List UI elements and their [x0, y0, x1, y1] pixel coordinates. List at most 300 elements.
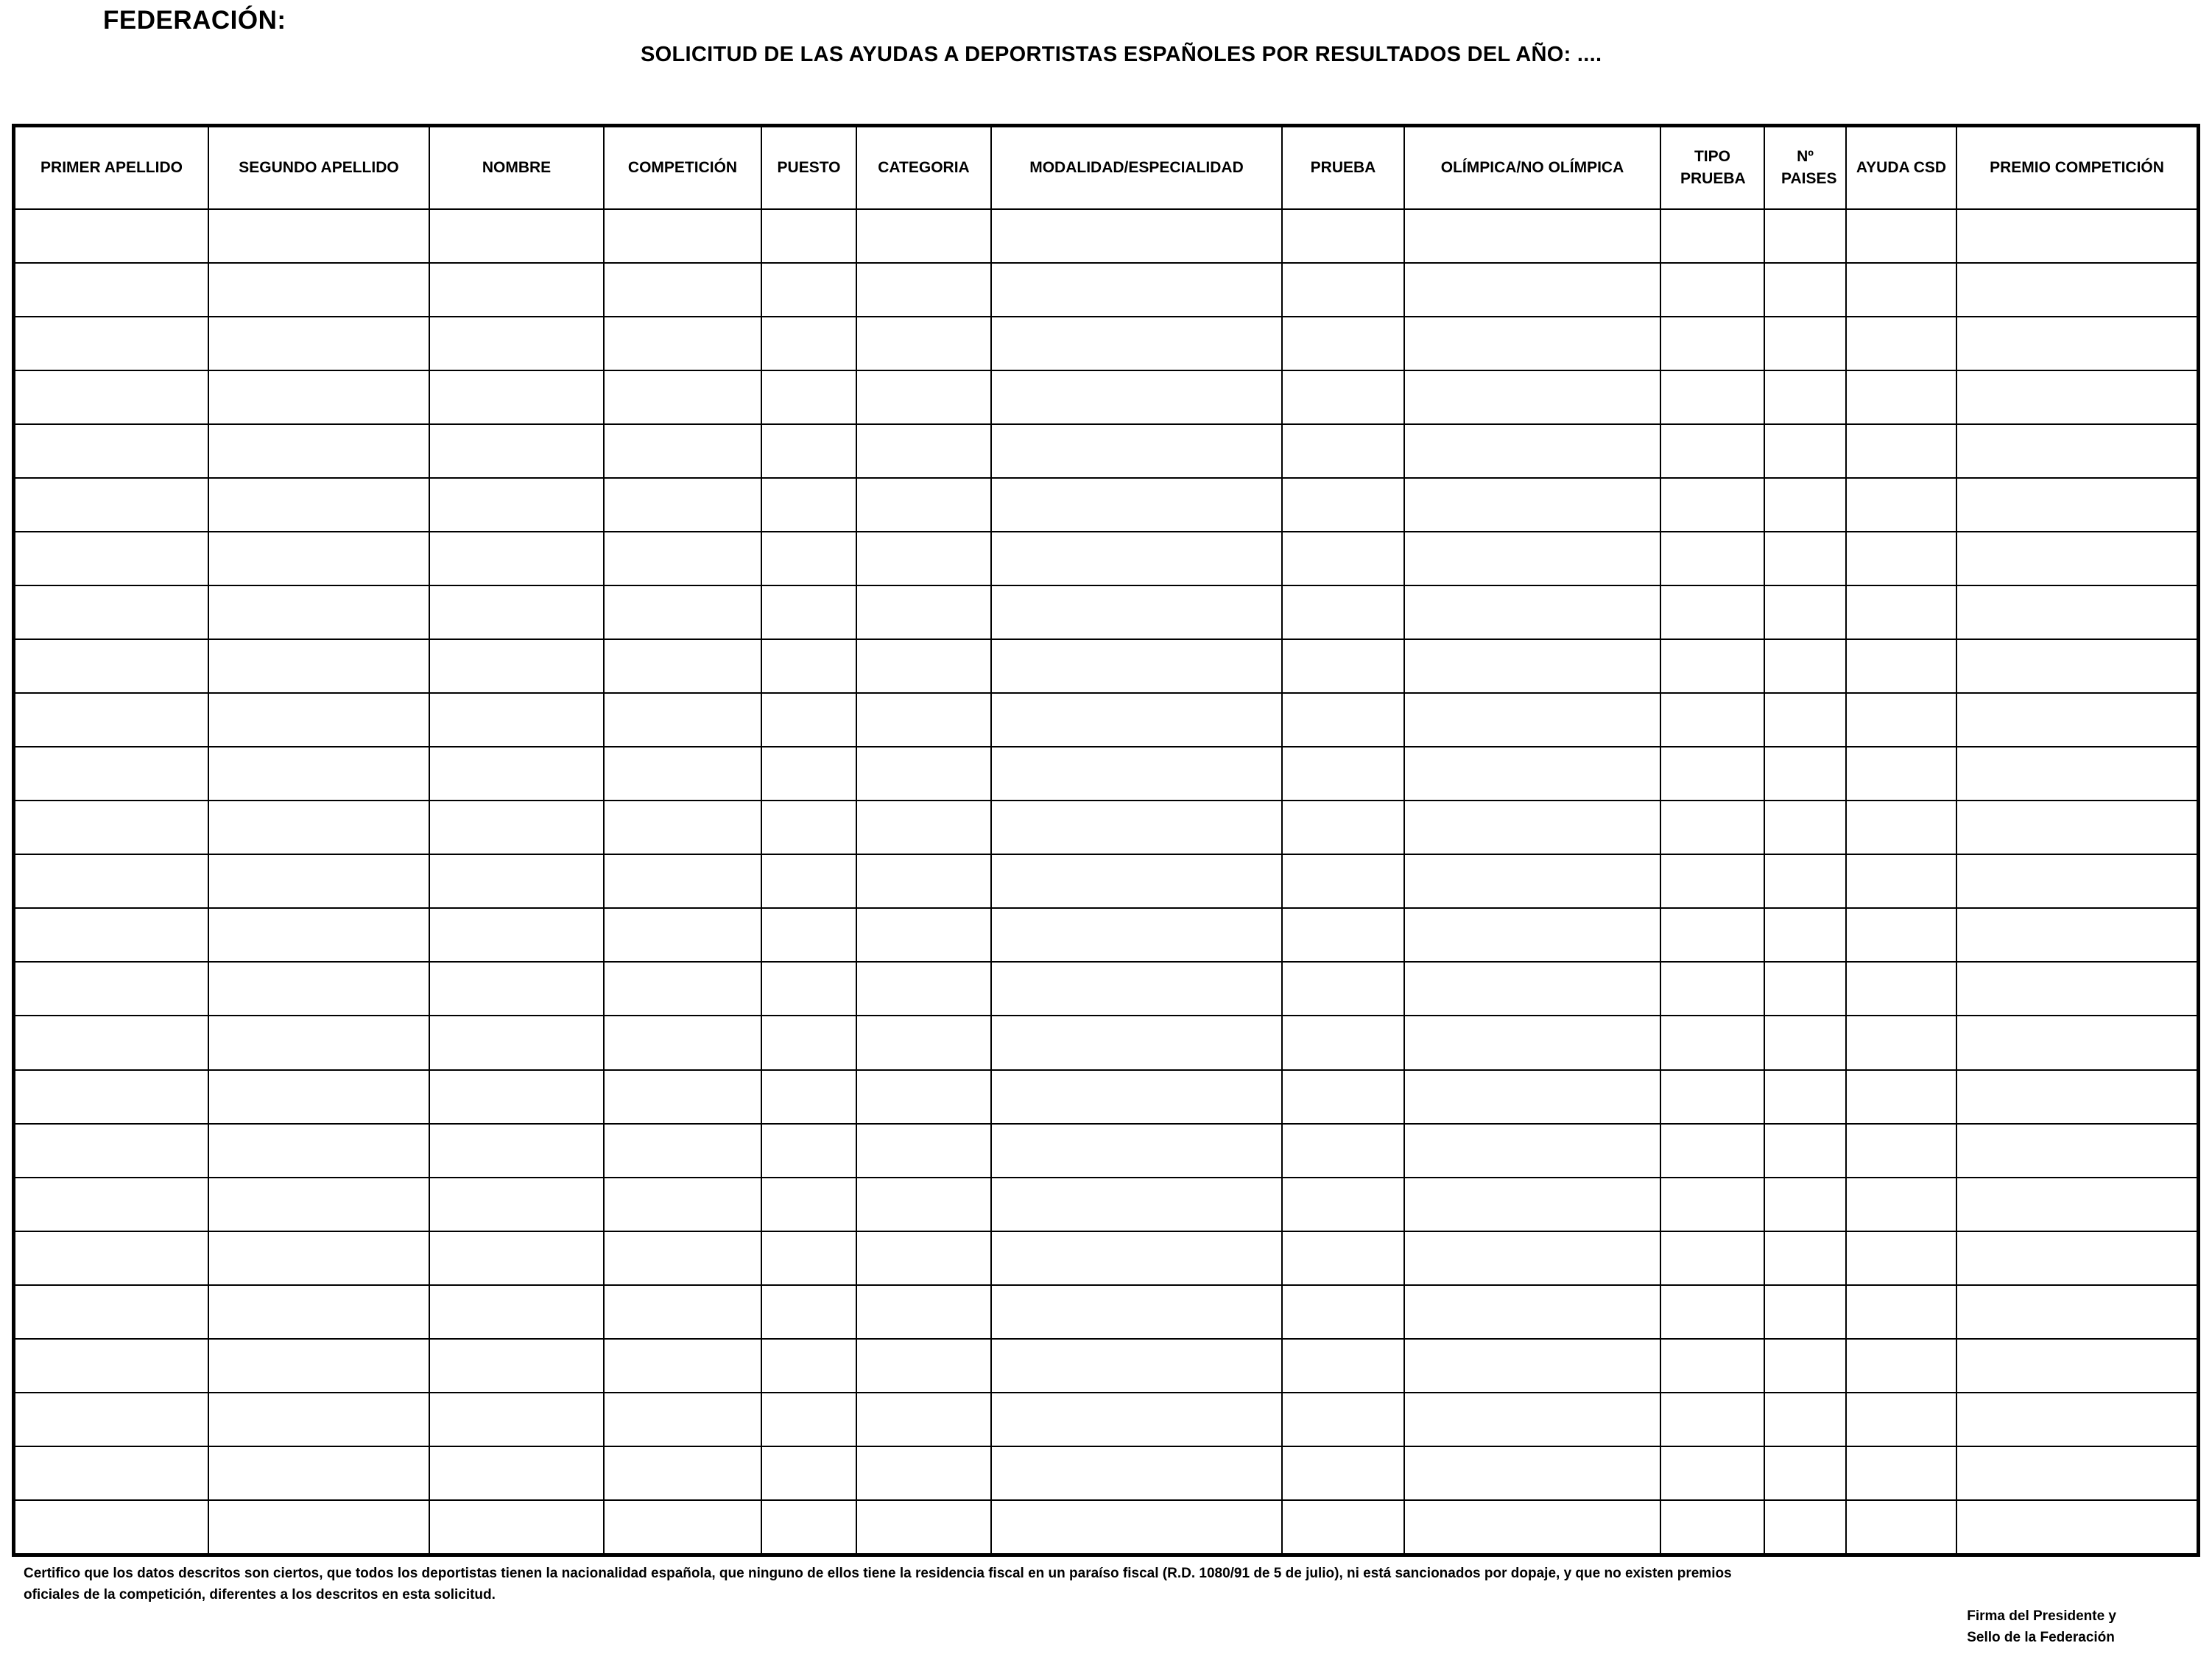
table-cell[interactable]	[1764, 1124, 1846, 1178]
table-cell[interactable]	[761, 639, 856, 693]
table-cell[interactable]	[1846, 1500, 1956, 1553]
table-cell[interactable]	[1764, 317, 1846, 370]
table-cell[interactable]	[208, 317, 429, 370]
table-cell[interactable]	[1956, 1070, 2197, 1124]
table-cell[interactable]	[991, 370, 1282, 424]
table-cell[interactable]	[208, 209, 429, 263]
table-cell[interactable]	[761, 209, 856, 263]
table-cell[interactable]	[429, 1500, 604, 1553]
table-cell[interactable]	[1660, 747, 1764, 801]
table-cell[interactable]	[1404, 1446, 1660, 1500]
table-cell[interactable]	[429, 1393, 604, 1446]
table-cell[interactable]	[1660, 1231, 1764, 1285]
table-cell[interactable]	[208, 585, 429, 639]
table-cell[interactable]	[856, 209, 991, 263]
table-cell[interactable]	[604, 370, 761, 424]
table-cell[interactable]	[1956, 639, 2197, 693]
table-cell[interactable]	[15, 908, 208, 962]
table-cell[interactable]	[429, 424, 604, 478]
table-cell[interactable]	[208, 747, 429, 801]
table-cell[interactable]	[1660, 1124, 1764, 1178]
table-cell[interactable]	[15, 424, 208, 478]
table-cell[interactable]	[856, 263, 991, 317]
table-cell[interactable]	[1846, 1016, 1956, 1069]
table-cell[interactable]	[1846, 1070, 1956, 1124]
table-cell[interactable]	[604, 1070, 761, 1124]
table-cell[interactable]	[991, 801, 1282, 854]
table-cell[interactable]	[15, 1070, 208, 1124]
table-cell[interactable]	[856, 1446, 991, 1500]
table-cell[interactable]	[208, 1393, 429, 1446]
table-cell[interactable]	[604, 1016, 761, 1069]
table-cell[interactable]	[1404, 585, 1660, 639]
table-cell[interactable]	[991, 585, 1282, 639]
table-cell[interactable]	[15, 263, 208, 317]
table-cell[interactable]	[1660, 1070, 1764, 1124]
table-cell[interactable]	[1846, 854, 1956, 908]
table-cell[interactable]	[1764, 1285, 1846, 1339]
table-cell[interactable]	[991, 1285, 1282, 1339]
table-cell[interactable]	[429, 1070, 604, 1124]
table-cell[interactable]	[991, 317, 1282, 370]
table-cell[interactable]	[1282, 1446, 1404, 1500]
table-cell[interactable]	[1956, 478, 2197, 532]
table-cell[interactable]	[1282, 1285, 1404, 1339]
table-cell[interactable]	[1404, 854, 1660, 908]
table-cell[interactable]	[1404, 1393, 1660, 1446]
table-cell[interactable]	[604, 1500, 761, 1553]
table-cell[interactable]	[991, 532, 1282, 585]
table-cell[interactable]	[429, 478, 604, 532]
table-cell[interactable]	[1282, 1016, 1404, 1069]
table-cell[interactable]	[429, 263, 604, 317]
table-cell[interactable]	[1404, 424, 1660, 478]
table-cell[interactable]	[1764, 962, 1846, 1016]
table-cell[interactable]	[991, 478, 1282, 532]
table-cell[interactable]	[1956, 1016, 2197, 1069]
table-cell[interactable]	[1956, 317, 2197, 370]
table-cell[interactable]	[991, 693, 1282, 747]
table-cell[interactable]	[761, 1070, 856, 1124]
table-cell[interactable]	[429, 370, 604, 424]
table-cell[interactable]	[208, 854, 429, 908]
table-cell[interactable]	[1956, 1339, 2197, 1393]
table-cell[interactable]	[1846, 1339, 1956, 1393]
table-cell[interactable]	[1846, 263, 1956, 317]
table-cell[interactable]	[1956, 801, 2197, 854]
table-cell[interactable]	[429, 854, 604, 908]
table-cell[interactable]	[1660, 317, 1764, 370]
table-cell[interactable]	[761, 370, 856, 424]
table-cell[interactable]	[991, 747, 1282, 801]
table-cell[interactable]	[1846, 424, 1956, 478]
table-cell[interactable]	[1764, 1231, 1846, 1285]
table-cell[interactable]	[856, 478, 991, 532]
table-cell[interactable]	[856, 962, 991, 1016]
table-cell[interactable]	[604, 1339, 761, 1393]
table-cell[interactable]	[1404, 1016, 1660, 1069]
table-cell[interactable]	[761, 1446, 856, 1500]
table-cell[interactable]	[429, 1016, 604, 1069]
table-cell[interactable]	[856, 317, 991, 370]
table-cell[interactable]	[1764, 801, 1846, 854]
table-cell[interactable]	[991, 854, 1282, 908]
table-cell[interactable]	[1764, 370, 1846, 424]
table-cell[interactable]	[1282, 1500, 1404, 1553]
table-cell[interactable]	[1956, 209, 2197, 263]
table-cell[interactable]	[1404, 1231, 1660, 1285]
table-cell[interactable]	[1956, 1124, 2197, 1178]
table-cell[interactable]	[761, 747, 856, 801]
table-cell[interactable]	[1764, 1178, 1846, 1231]
table-cell[interactable]	[1282, 693, 1404, 747]
table-cell[interactable]	[1282, 1339, 1404, 1393]
table-cell[interactable]	[991, 424, 1282, 478]
table-cell[interactable]	[1660, 263, 1764, 317]
table-cell[interactable]	[429, 1446, 604, 1500]
table-cell[interactable]	[1846, 908, 1956, 962]
table-cell[interactable]	[208, 532, 429, 585]
table-cell[interactable]	[1660, 532, 1764, 585]
table-cell[interactable]	[1660, 209, 1764, 263]
table-cell[interactable]	[1956, 1393, 2197, 1446]
table-cell[interactable]	[15, 1500, 208, 1553]
table-cell[interactable]	[604, 585, 761, 639]
table-cell[interactable]	[1660, 478, 1764, 532]
table-cell[interactable]	[15, 693, 208, 747]
table-cell[interactable]	[1764, 1446, 1846, 1500]
table-cell[interactable]	[991, 639, 1282, 693]
table-cell[interactable]	[761, 585, 856, 639]
table-cell[interactable]	[604, 317, 761, 370]
table-cell[interactable]	[1404, 908, 1660, 962]
table-cell[interactable]	[604, 1446, 761, 1500]
table-cell[interactable]	[208, 962, 429, 1016]
table-cell[interactable]	[761, 801, 856, 854]
table-cell[interactable]	[1282, 1124, 1404, 1178]
table-cell[interactable]	[15, 1124, 208, 1178]
table-cell[interactable]	[15, 1016, 208, 1069]
table-cell[interactable]	[429, 1231, 604, 1285]
table-cell[interactable]	[1282, 747, 1404, 801]
table-cell[interactable]	[208, 1124, 429, 1178]
table-cell[interactable]	[856, 585, 991, 639]
table-cell[interactable]	[1660, 424, 1764, 478]
table-cell[interactable]	[1282, 370, 1404, 424]
table-cell[interactable]	[1404, 962, 1660, 1016]
table-cell[interactable]	[1956, 1285, 2197, 1339]
table-cell[interactable]	[761, 532, 856, 585]
table-cell[interactable]	[1956, 908, 2197, 962]
table-cell[interactable]	[1660, 1178, 1764, 1231]
table-cell[interactable]	[1660, 854, 1764, 908]
table-cell[interactable]	[1660, 1446, 1764, 1500]
table-cell[interactable]	[1846, 1178, 1956, 1231]
table-cell[interactable]	[604, 424, 761, 478]
table-cell[interactable]	[429, 639, 604, 693]
table-cell[interactable]	[1404, 1500, 1660, 1553]
table-cell[interactable]	[1764, 585, 1846, 639]
table-cell[interactable]	[604, 854, 761, 908]
table-cell[interactable]	[1404, 639, 1660, 693]
table-cell[interactable]	[856, 1070, 991, 1124]
table-cell[interactable]	[1764, 693, 1846, 747]
table-cell[interactable]	[991, 1070, 1282, 1124]
table-cell[interactable]	[1764, 209, 1846, 263]
table-cell[interactable]	[991, 908, 1282, 962]
table-cell[interactable]	[1660, 962, 1764, 1016]
table-cell[interactable]	[1846, 209, 1956, 263]
table-cell[interactable]	[208, 1178, 429, 1231]
table-cell[interactable]	[1764, 1500, 1846, 1553]
table-cell[interactable]	[856, 532, 991, 585]
table-cell[interactable]	[1764, 747, 1846, 801]
table-cell[interactable]	[1764, 1339, 1846, 1393]
table-cell[interactable]	[604, 908, 761, 962]
table-cell[interactable]	[15, 370, 208, 424]
table-cell[interactable]	[604, 639, 761, 693]
table-cell[interactable]	[1764, 639, 1846, 693]
table-cell[interactable]	[761, 1016, 856, 1069]
table-cell[interactable]	[856, 1231, 991, 1285]
table-cell[interactable]	[856, 1285, 991, 1339]
table-cell[interactable]	[429, 317, 604, 370]
table-cell[interactable]	[1846, 1285, 1956, 1339]
table-cell[interactable]	[991, 1339, 1282, 1393]
table-cell[interactable]	[761, 1339, 856, 1393]
table-cell[interactable]	[1956, 1231, 2197, 1285]
table-cell[interactable]	[1846, 962, 1956, 1016]
table-cell[interactable]	[856, 1016, 991, 1069]
table-cell[interactable]	[991, 1446, 1282, 1500]
table-cell[interactable]	[1846, 370, 1956, 424]
table-cell[interactable]	[1956, 693, 2197, 747]
table-cell[interactable]	[604, 532, 761, 585]
table-cell[interactable]	[1282, 478, 1404, 532]
table-cell[interactable]	[1846, 1231, 1956, 1285]
table-cell[interactable]	[208, 1070, 429, 1124]
table-cell[interactable]	[1282, 1178, 1404, 1231]
table-cell[interactable]	[604, 263, 761, 317]
table-cell[interactable]	[1660, 1285, 1764, 1339]
table-cell[interactable]	[604, 1285, 761, 1339]
table-cell[interactable]	[208, 1446, 429, 1500]
table-cell[interactable]	[1764, 854, 1846, 908]
table-cell[interactable]	[604, 693, 761, 747]
table-cell[interactable]	[15, 639, 208, 693]
table-cell[interactable]	[1846, 801, 1956, 854]
table-cell[interactable]	[991, 263, 1282, 317]
table-cell[interactable]	[1956, 370, 2197, 424]
table-cell[interactable]	[1660, 1339, 1764, 1393]
table-cell[interactable]	[15, 1393, 208, 1446]
table-cell[interactable]	[15, 1339, 208, 1393]
table-cell[interactable]	[1846, 1124, 1956, 1178]
table-cell[interactable]	[15, 854, 208, 908]
table-cell[interactable]	[761, 1393, 856, 1446]
table-cell[interactable]	[761, 317, 856, 370]
table-cell[interactable]	[429, 585, 604, 639]
table-cell[interactable]	[856, 1124, 991, 1178]
table-cell[interactable]	[15, 532, 208, 585]
table-cell[interactable]	[1660, 639, 1764, 693]
table-cell[interactable]	[208, 801, 429, 854]
table-cell[interactable]	[1956, 854, 2197, 908]
table-cell[interactable]	[1956, 1178, 2197, 1231]
table-cell[interactable]	[991, 1178, 1282, 1231]
table-cell[interactable]	[429, 1285, 604, 1339]
table-cell[interactable]	[761, 1500, 856, 1553]
table-cell[interactable]	[208, 263, 429, 317]
table-cell[interactable]	[1404, 370, 1660, 424]
table-cell[interactable]	[15, 209, 208, 263]
table-cell[interactable]	[1282, 962, 1404, 1016]
table-cell[interactable]	[761, 962, 856, 1016]
table-cell[interactable]	[1660, 1500, 1764, 1553]
table-cell[interactable]	[15, 317, 208, 370]
table-cell[interactable]	[1846, 532, 1956, 585]
table-cell[interactable]	[604, 209, 761, 263]
table-cell[interactable]	[1282, 263, 1404, 317]
table-cell[interactable]	[761, 908, 856, 962]
table-cell[interactable]	[761, 1285, 856, 1339]
table-cell[interactable]	[1846, 317, 1956, 370]
table-cell[interactable]	[1956, 532, 2197, 585]
table-cell[interactable]	[15, 801, 208, 854]
table-cell[interactable]	[991, 209, 1282, 263]
table-cell[interactable]	[991, 1500, 1282, 1553]
table-cell[interactable]	[429, 532, 604, 585]
table-cell[interactable]	[429, 1178, 604, 1231]
table-cell[interactable]	[1660, 585, 1764, 639]
table-cell[interactable]	[991, 1124, 1282, 1178]
table-cell[interactable]	[1404, 317, 1660, 370]
table-cell[interactable]	[1660, 693, 1764, 747]
table-cell[interactable]	[604, 962, 761, 1016]
table-cell[interactable]	[15, 962, 208, 1016]
table-cell[interactable]	[429, 1339, 604, 1393]
table-cell[interactable]	[856, 908, 991, 962]
table-cell[interactable]	[856, 693, 991, 747]
table-cell[interactable]	[1282, 532, 1404, 585]
table-cell[interactable]	[761, 478, 856, 532]
table-cell[interactable]	[208, 1500, 429, 1553]
table-cell[interactable]	[761, 1178, 856, 1231]
table-cell[interactable]	[1956, 585, 2197, 639]
table-cell[interactable]	[208, 908, 429, 962]
table-cell[interactable]	[208, 424, 429, 478]
table-cell[interactable]	[1404, 263, 1660, 317]
table-cell[interactable]	[1660, 908, 1764, 962]
table-cell[interactable]	[1764, 1016, 1846, 1069]
table-cell[interactable]	[1764, 1070, 1846, 1124]
table-cell[interactable]	[15, 1231, 208, 1285]
table-cell[interactable]	[1660, 801, 1764, 854]
table-cell[interactable]	[856, 639, 991, 693]
table-cell[interactable]	[1764, 424, 1846, 478]
table-cell[interactable]	[15, 1285, 208, 1339]
table-cell[interactable]	[1404, 1178, 1660, 1231]
table-cell[interactable]	[429, 1124, 604, 1178]
table-cell[interactable]	[1282, 1231, 1404, 1285]
table-cell[interactable]	[1282, 801, 1404, 854]
table-cell[interactable]	[1956, 1500, 2197, 1553]
table-cell[interactable]	[991, 962, 1282, 1016]
table-cell[interactable]	[1846, 478, 1956, 532]
table-cell[interactable]	[856, 801, 991, 854]
table-cell[interactable]	[604, 478, 761, 532]
table-cell[interactable]	[856, 370, 991, 424]
table-cell[interactable]	[761, 854, 856, 908]
table-cell[interactable]	[1846, 747, 1956, 801]
table-cell[interactable]	[1404, 801, 1660, 854]
table-cell[interactable]	[429, 693, 604, 747]
table-cell[interactable]	[761, 693, 856, 747]
table-cell[interactable]	[856, 1339, 991, 1393]
table-cell[interactable]	[604, 1178, 761, 1231]
table-cell[interactable]	[761, 1124, 856, 1178]
table-cell[interactable]	[1956, 263, 2197, 317]
table-cell[interactable]	[856, 854, 991, 908]
table-cell[interactable]	[1282, 1070, 1404, 1124]
table-cell[interactable]	[15, 1178, 208, 1231]
table-cell[interactable]	[1282, 854, 1404, 908]
table-cell[interactable]	[991, 1231, 1282, 1285]
table-cell[interactable]	[1764, 478, 1846, 532]
table-cell[interactable]	[604, 1124, 761, 1178]
table-cell[interactable]	[856, 1393, 991, 1446]
table-cell[interactable]	[429, 908, 604, 962]
table-cell[interactable]	[1282, 639, 1404, 693]
table-cell[interactable]	[208, 370, 429, 424]
table-cell[interactable]	[761, 424, 856, 478]
table-cell[interactable]	[1846, 693, 1956, 747]
table-cell[interactable]	[15, 585, 208, 639]
table-cell[interactable]	[856, 1500, 991, 1553]
table-cell[interactable]	[1764, 532, 1846, 585]
table-cell[interactable]	[208, 693, 429, 747]
table-cell[interactable]	[1846, 585, 1956, 639]
table-cell[interactable]	[991, 1393, 1282, 1446]
table-cell[interactable]	[604, 801, 761, 854]
table-cell[interactable]	[208, 1016, 429, 1069]
table-cell[interactable]	[604, 1393, 761, 1446]
table-cell[interactable]	[1282, 585, 1404, 639]
table-cell[interactable]	[604, 1231, 761, 1285]
table-cell[interactable]	[1956, 747, 2197, 801]
table-cell[interactable]	[1846, 1393, 1956, 1446]
table-cell[interactable]	[429, 962, 604, 1016]
table-cell[interactable]	[1282, 1393, 1404, 1446]
table-cell[interactable]	[761, 1231, 856, 1285]
table-cell[interactable]	[1282, 908, 1404, 962]
table-cell[interactable]	[1404, 1339, 1660, 1393]
table-cell[interactable]	[208, 1285, 429, 1339]
table-cell[interactable]	[208, 1231, 429, 1285]
table-cell[interactable]	[991, 1016, 1282, 1069]
table-cell[interactable]	[429, 209, 604, 263]
table-cell[interactable]	[208, 1339, 429, 1393]
table-cell[interactable]	[1660, 1393, 1764, 1446]
table-cell[interactable]	[1764, 1393, 1846, 1446]
table-cell[interactable]	[1956, 1446, 2197, 1500]
table-cell[interactable]	[1956, 962, 2197, 1016]
table-cell[interactable]	[1846, 639, 1956, 693]
table-cell[interactable]	[1404, 1070, 1660, 1124]
table-cell[interactable]	[856, 424, 991, 478]
table-cell[interactable]	[1404, 532, 1660, 585]
table-cell[interactable]	[1956, 424, 2197, 478]
